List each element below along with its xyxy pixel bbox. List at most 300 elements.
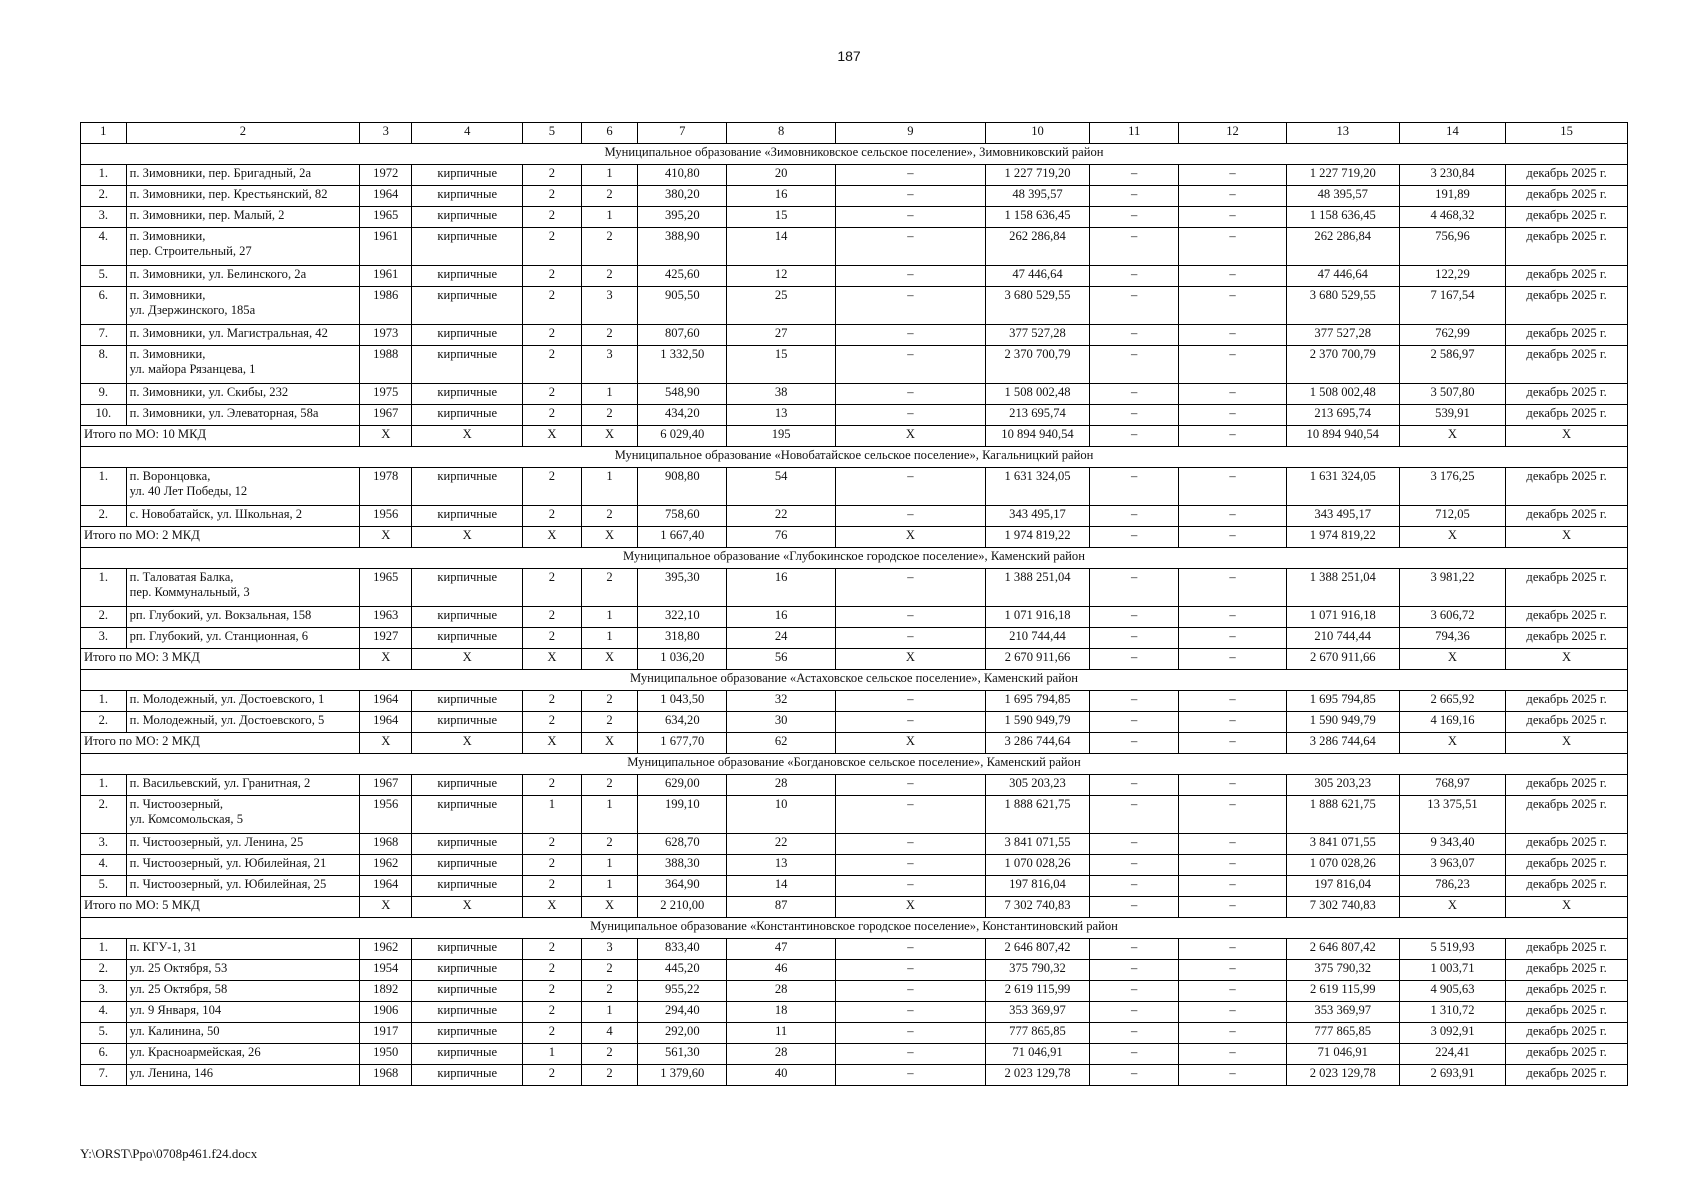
- table-cell: 4.: [81, 228, 127, 266]
- table-cell: 768,97: [1399, 775, 1505, 796]
- total-cell: X: [581, 733, 637, 754]
- table-cell: 305 203,23: [1286, 775, 1399, 796]
- table-cell: 2: [523, 628, 582, 649]
- table-cell: –: [835, 287, 985, 325]
- address-cell: ул. 25 Октября, 58: [126, 981, 360, 1002]
- table-cell: 10: [727, 796, 836, 834]
- table-cell: 1 227 719,20: [985, 165, 1089, 186]
- table-cell: –: [1090, 186, 1179, 207]
- table-cell: 1978: [360, 468, 412, 506]
- total-cell: 3 286 744,64: [985, 733, 1089, 754]
- table-cell: декабрь 2025 г.: [1506, 1023, 1628, 1044]
- column-number-cell: 1: [81, 123, 127, 144]
- address-cell: п. Зимовники, пер. Строительный, 27: [126, 228, 360, 266]
- table-cell: 1 888 621,75: [985, 796, 1089, 834]
- table-cell: 1 590 949,79: [985, 712, 1089, 733]
- table-cell: декабрь 2025 г.: [1506, 960, 1628, 981]
- table-cell: 1956: [360, 506, 412, 527]
- table-cell: 318,80: [638, 628, 727, 649]
- address-cell: п. Зимовники, пер. Малый, 2: [126, 207, 360, 228]
- table-cell: 262 286,84: [1286, 228, 1399, 266]
- table-cell: 3 841 071,55: [985, 834, 1089, 855]
- table-cell: декабрь 2025 г.: [1506, 939, 1628, 960]
- table-cell: декабрь 2025 г.: [1506, 207, 1628, 228]
- table-cell: 561,30: [638, 1044, 727, 1065]
- total-label: Итого по МО: 2 МКД: [81, 733, 360, 754]
- table-cell: кирпичные: [412, 506, 523, 527]
- total-cell: X: [412, 897, 523, 918]
- table-cell: 777 865,85: [1286, 1023, 1399, 1044]
- total-cell: –: [1179, 527, 1287, 548]
- table-cell: кирпичные: [412, 876, 523, 897]
- total-cell: X: [835, 733, 985, 754]
- table-cell: декабрь 2025 г.: [1506, 346, 1628, 384]
- section-header-row: [81, 548, 1628, 569]
- table-cell: –: [1090, 834, 1179, 855]
- total-cell: X: [835, 426, 985, 447]
- table-cell: 1 508 002,48: [1286, 384, 1399, 405]
- table-cell: кирпичные: [412, 325, 523, 346]
- section-header-row: [81, 447, 1628, 468]
- table-cell: кирпичные: [412, 405, 523, 426]
- table-cell: 2 646 807,42: [1286, 939, 1399, 960]
- total-cell: 3 286 744,64: [1286, 733, 1399, 754]
- table-cell: 191,89: [1399, 186, 1505, 207]
- table-cell: 210 744,44: [1286, 628, 1399, 649]
- table-cell: 25: [727, 287, 836, 325]
- table-cell: 762,99: [1399, 325, 1505, 346]
- total-label: Итого по МО: 10 МКД: [81, 426, 360, 447]
- table-cell: 2: [523, 506, 582, 527]
- total-cell: X: [360, 426, 412, 447]
- total-cell: X: [835, 649, 985, 670]
- table-cell: 2: [581, 981, 637, 1002]
- table-cell: 3 680 529,55: [1286, 287, 1399, 325]
- table-cell: 2: [581, 325, 637, 346]
- table-cell: 1 071 916,18: [985, 607, 1089, 628]
- table-cell: 1986: [360, 287, 412, 325]
- table-cell: 1973: [360, 325, 412, 346]
- table-cell: 395,20: [638, 207, 727, 228]
- table-cell: кирпичные: [412, 1044, 523, 1065]
- table-cell: –: [1090, 775, 1179, 796]
- table-cell: 2: [581, 775, 637, 796]
- table-cell: 1963: [360, 607, 412, 628]
- table-cell: 47 446,64: [985, 266, 1089, 287]
- table-cell: 2: [581, 1044, 637, 1065]
- total-cell: X: [360, 897, 412, 918]
- table-cell: –: [1179, 1023, 1287, 1044]
- table-cell: 1975: [360, 384, 412, 405]
- table-row: [81, 186, 1628, 207]
- table-cell: декабрь 2025 г.: [1506, 569, 1628, 607]
- table-cell: 210 744,44: [985, 628, 1089, 649]
- table-cell: 14: [727, 876, 836, 897]
- address-cell: п. Молодежный, ул. Достоевского, 5: [126, 712, 360, 733]
- table-cell: –: [1090, 939, 1179, 960]
- table-cell: 3 092,91: [1399, 1023, 1505, 1044]
- table-cell: 2.: [81, 796, 127, 834]
- table-row: [81, 1002, 1628, 1023]
- section-header-row: [81, 670, 1628, 691]
- table-cell: –: [1090, 569, 1179, 607]
- table-cell: 833,40: [638, 939, 727, 960]
- table-cell: кирпичные: [412, 266, 523, 287]
- table-cell: 2: [523, 186, 582, 207]
- table-cell: 2: [523, 712, 582, 733]
- address-cell: п. Воронцовка, ул. 40 Лет Победы, 12: [126, 468, 360, 506]
- table-cell: декабрь 2025 г.: [1506, 186, 1628, 207]
- table-cell: 375 790,32: [1286, 960, 1399, 981]
- table-cell: 1 631 324,05: [1286, 468, 1399, 506]
- table-cell: 1962: [360, 855, 412, 876]
- table-cell: –: [1090, 628, 1179, 649]
- table-cell: 2: [523, 325, 582, 346]
- table-cell: 199,10: [638, 796, 727, 834]
- table-cell: декабрь 2025 г.: [1506, 775, 1628, 796]
- table-cell: 2: [523, 834, 582, 855]
- total-cell: 6 029,40: [638, 426, 727, 447]
- table-cell: 27: [727, 325, 836, 346]
- table-cell: –: [835, 186, 985, 207]
- table-cell: 3 963,07: [1399, 855, 1505, 876]
- table-row: [81, 165, 1628, 186]
- table-cell: 2: [523, 266, 582, 287]
- column-number-cell: 4: [412, 123, 523, 144]
- table-cell: кирпичные: [412, 569, 523, 607]
- table-cell: 3 841 071,55: [1286, 834, 1399, 855]
- address-cell: п. Зимовники, ул. Белинского, 2а: [126, 266, 360, 287]
- table-cell: кирпичные: [412, 834, 523, 855]
- table-cell: –: [1179, 266, 1287, 287]
- address-cell: п. Молодежный, ул. Достоевского, 1: [126, 691, 360, 712]
- table-cell: 5.: [81, 1023, 127, 1044]
- total-cell: 195: [727, 426, 836, 447]
- total-cell: 10 894 940,54: [1286, 426, 1399, 447]
- table-cell: 2: [581, 186, 637, 207]
- section-header-row: [81, 918, 1628, 939]
- table-row: [81, 796, 1628, 834]
- table-cell: кирпичные: [412, 1065, 523, 1086]
- footer-file-path: Y:\ORST\Ppo\0708p461.f24.docx: [80, 1146, 258, 1161]
- total-cell: –: [1179, 426, 1287, 447]
- table-cell: –: [1090, 1044, 1179, 1065]
- table-cell: –: [1090, 325, 1179, 346]
- housing-register-table: [80, 122, 1628, 1086]
- table-cell: 1965: [360, 569, 412, 607]
- table-cell: кирпичные: [412, 981, 523, 1002]
- table-cell: кирпичные: [412, 207, 523, 228]
- table-cell: 2: [523, 287, 582, 325]
- table-cell: –: [835, 569, 985, 607]
- table-cell: 629,00: [638, 775, 727, 796]
- table-cell: кирпичные: [412, 855, 523, 876]
- table-cell: 71 046,91: [985, 1044, 1089, 1065]
- column-number-cell: 13: [1286, 123, 1399, 144]
- column-number-cell: 8: [727, 123, 836, 144]
- table-cell: –: [1179, 506, 1287, 527]
- table-cell: 2 586,97: [1399, 346, 1505, 384]
- table-cell: 2 619 115,99: [1286, 981, 1399, 1002]
- table-cell: –: [1179, 691, 1287, 712]
- table-cell: кирпичные: [412, 287, 523, 325]
- table-cell: 2 023 129,78: [985, 1065, 1089, 1086]
- table-cell: 3 230,84: [1399, 165, 1505, 186]
- section-total-row: [81, 897, 1628, 918]
- total-cell: –: [1090, 897, 1179, 918]
- table-cell: 1968: [360, 834, 412, 855]
- table-cell: –: [835, 1002, 985, 1023]
- total-cell: –: [1090, 527, 1179, 548]
- column-number-cell: 3: [360, 123, 412, 144]
- table-cell: 122,29: [1399, 266, 1505, 287]
- column-number-cell: 11: [1090, 123, 1179, 144]
- total-cell: –: [1179, 733, 1287, 754]
- table-cell: 4.: [81, 1002, 127, 1023]
- table-cell: –: [835, 796, 985, 834]
- total-cell: 1 974 819,22: [985, 527, 1089, 548]
- address-cell: п. Зимовники, ул. майора Рязанцева, 1: [126, 346, 360, 384]
- table-cell: –: [1179, 628, 1287, 649]
- table-cell: 213 695,74: [985, 405, 1089, 426]
- table-cell: декабрь 2025 г.: [1506, 325, 1628, 346]
- table-cell: 2: [581, 691, 637, 712]
- table-cell: 1 695 794,85: [985, 691, 1089, 712]
- table-cell: –: [1179, 405, 1287, 426]
- address-cell: рп. Глубокий, ул. Вокзальная, 158: [126, 607, 360, 628]
- table-cell: 2: [581, 960, 637, 981]
- municipality-title: Муниципальное образование «Глубокинское городское поселение», Каменский район: [81, 548, 1628, 569]
- section-header-row: [81, 754, 1628, 775]
- table-cell: 1967: [360, 405, 412, 426]
- table-cell: 1972: [360, 165, 412, 186]
- table-cell: –: [835, 468, 985, 506]
- total-cell: X: [523, 897, 582, 918]
- table-cell: 15: [727, 346, 836, 384]
- table-cell: 20: [727, 165, 836, 186]
- table-cell: 3: [581, 939, 637, 960]
- table-cell: декабрь 2025 г.: [1506, 607, 1628, 628]
- table-cell: 2: [523, 855, 582, 876]
- table-cell: декабрь 2025 г.: [1506, 1044, 1628, 1065]
- table-cell: 2: [523, 1065, 582, 1086]
- table-cell: декабрь 2025 г.: [1506, 287, 1628, 325]
- table-cell: 1 388 251,04: [985, 569, 1089, 607]
- table-cell: декабрь 2025 г.: [1506, 165, 1628, 186]
- table-cell: 1.: [81, 165, 127, 186]
- total-cell: X: [412, 733, 523, 754]
- table-cell: 1: [523, 1044, 582, 1065]
- table-cell: 1927: [360, 628, 412, 649]
- table-cell: 28: [727, 775, 836, 796]
- table-cell: декабрь 2025 г.: [1506, 405, 1628, 426]
- table-row: [81, 506, 1628, 527]
- address-cell: ул. Калинина, 50: [126, 1023, 360, 1044]
- table-cell: 2 646 807,42: [985, 939, 1089, 960]
- total-cell: 1 974 819,22: [1286, 527, 1399, 548]
- table-cell: 197 816,04: [1286, 876, 1399, 897]
- total-cell: –: [1090, 733, 1179, 754]
- table-cell: 2 693,91: [1399, 1065, 1505, 1086]
- column-number-cell: 6: [581, 123, 637, 144]
- table-cell: 908,80: [638, 468, 727, 506]
- table-cell: 1: [581, 607, 637, 628]
- table-cell: –: [835, 834, 985, 855]
- table-row: [81, 939, 1628, 960]
- table-cell: 2 619 115,99: [985, 981, 1089, 1002]
- table-cell: –: [835, 691, 985, 712]
- table-cell: –: [835, 405, 985, 426]
- table-cell: кирпичные: [412, 775, 523, 796]
- table-cell: 7.: [81, 1065, 127, 1086]
- table-cell: –: [1179, 960, 1287, 981]
- table-cell: –: [1179, 981, 1287, 1002]
- table-cell: 2: [523, 939, 582, 960]
- table-cell: –: [1179, 775, 1287, 796]
- table-cell: 2: [581, 712, 637, 733]
- total-cell: X: [1506, 649, 1628, 670]
- table-cell: 1 227 719,20: [1286, 165, 1399, 186]
- column-number-cell: 2: [126, 123, 360, 144]
- total-cell: X: [1506, 527, 1628, 548]
- table-cell: кирпичные: [412, 468, 523, 506]
- table-cell: 1: [581, 796, 637, 834]
- table-cell: 46: [727, 960, 836, 981]
- table-cell: –: [835, 1023, 985, 1044]
- table-cell: –: [1090, 1023, 1179, 1044]
- table-cell: 3.: [81, 981, 127, 1002]
- table-row: [81, 468, 1628, 506]
- table-cell: 1.: [81, 691, 127, 712]
- table-row: [81, 228, 1628, 266]
- table-cell: –: [835, 960, 985, 981]
- table-cell: 1 631 324,05: [985, 468, 1089, 506]
- address-cell: ул. Красноармейская, 26: [126, 1044, 360, 1065]
- table-cell: –: [1179, 569, 1287, 607]
- address-cell: ул. Ленина, 146: [126, 1065, 360, 1086]
- table-cell: 3 680 529,55: [985, 287, 1089, 325]
- table-cell: кирпичные: [412, 691, 523, 712]
- table-cell: 1906: [360, 1002, 412, 1023]
- table-cell: 539,91: [1399, 405, 1505, 426]
- table-cell: кирпичные: [412, 165, 523, 186]
- table-cell: 2: [581, 228, 637, 266]
- total-cell: X: [523, 649, 582, 670]
- table-cell: 1 695 794,85: [1286, 691, 1399, 712]
- table-cell: 2 370 700,79: [985, 346, 1089, 384]
- table-cell: декабрь 2025 г.: [1506, 691, 1628, 712]
- total-cell: X: [1399, 649, 1505, 670]
- table-cell: 4.: [81, 855, 127, 876]
- address-cell: п. Таловатая Балка, пер. Коммунальный, 3: [126, 569, 360, 607]
- total-cell: X: [1506, 897, 1628, 918]
- table-cell: кирпичные: [412, 1023, 523, 1044]
- table-cell: кирпичные: [412, 228, 523, 266]
- table-cell: –: [1179, 876, 1287, 897]
- table-cell: 343 495,17: [985, 506, 1089, 527]
- table-row: [81, 1065, 1628, 1086]
- total-cell: 2 670 911,66: [1286, 649, 1399, 670]
- table-cell: –: [835, 266, 985, 287]
- total-cell: X: [1399, 527, 1505, 548]
- table-cell: 1: [581, 855, 637, 876]
- table-cell: 292,00: [638, 1023, 727, 1044]
- table-row: [81, 266, 1628, 287]
- total-cell: 2 210,00: [638, 897, 727, 918]
- table-cell: 2: [523, 1002, 582, 1023]
- table-cell: 2: [523, 405, 582, 426]
- table-cell: 1 070 028,26: [1286, 855, 1399, 876]
- table-cell: 634,20: [638, 712, 727, 733]
- table-cell: 425,60: [638, 266, 727, 287]
- address-cell: рп. Глубокий, ул. Станционная, 6: [126, 628, 360, 649]
- table-row: [81, 960, 1628, 981]
- total-cell: X: [412, 426, 523, 447]
- table-cell: 1950: [360, 1044, 412, 1065]
- table-cell: 2 665,92: [1399, 691, 1505, 712]
- table-cell: –: [1179, 384, 1287, 405]
- table-cell: –: [835, 207, 985, 228]
- table-cell: 712,05: [1399, 506, 1505, 527]
- table-cell: 7 167,54: [1399, 287, 1505, 325]
- total-cell: X: [1399, 426, 1505, 447]
- table-cell: 10.: [81, 405, 127, 426]
- table-cell: 11: [727, 1023, 836, 1044]
- table-cell: 1917: [360, 1023, 412, 1044]
- table-cell: 16: [727, 569, 836, 607]
- table-cell: декабрь 2025 г.: [1506, 834, 1628, 855]
- table-cell: 410,80: [638, 165, 727, 186]
- table-cell: 1.: [81, 775, 127, 796]
- total-cell: X: [360, 527, 412, 548]
- table-cell: 364,90: [638, 876, 727, 897]
- address-cell: п. Зимовники, ул. Дзержинского, 185а: [126, 287, 360, 325]
- address-cell: п. Чистоозерный, ул. Ленина, 25: [126, 834, 360, 855]
- table-cell: 1892: [360, 981, 412, 1002]
- table-cell: –: [1090, 691, 1179, 712]
- table-cell: 353 369,97: [1286, 1002, 1399, 1023]
- table-cell: 7.: [81, 325, 127, 346]
- table-cell: 1961: [360, 266, 412, 287]
- table-cell: декабрь 2025 г.: [1506, 1002, 1628, 1023]
- table-cell: –: [1179, 1002, 1287, 1023]
- municipality-title: Муниципальное образование «Константиновское городское поселение», Константиновский район: [81, 918, 1628, 939]
- total-cell: X: [412, 527, 523, 548]
- total-cell: X: [523, 733, 582, 754]
- total-cell: –: [1179, 649, 1287, 670]
- table-cell: 1 310,72: [1399, 1002, 1505, 1023]
- table-cell: 22: [727, 834, 836, 855]
- address-cell: п. Васильевский, ул. Гранитная, 2: [126, 775, 360, 796]
- table-cell: 16: [727, 607, 836, 628]
- table-cell: 1 070 028,26: [985, 855, 1089, 876]
- table-cell: –: [835, 855, 985, 876]
- total-cell: X: [360, 649, 412, 670]
- table-cell: 13 375,51: [1399, 796, 1505, 834]
- table-cell: кирпичные: [412, 796, 523, 834]
- table-cell: 794,36: [1399, 628, 1505, 649]
- table-cell: 213 695,74: [1286, 405, 1399, 426]
- table-cell: 2: [523, 691, 582, 712]
- total-cell: X: [1399, 733, 1505, 754]
- table-cell: 2: [581, 405, 637, 426]
- table-cell: декабрь 2025 г.: [1506, 228, 1628, 266]
- table-cell: 1: [581, 165, 637, 186]
- table-cell: –: [1090, 266, 1179, 287]
- table-cell: 1: [581, 384, 637, 405]
- table-cell: 305 203,23: [985, 775, 1089, 796]
- table-cell: 2: [523, 981, 582, 1002]
